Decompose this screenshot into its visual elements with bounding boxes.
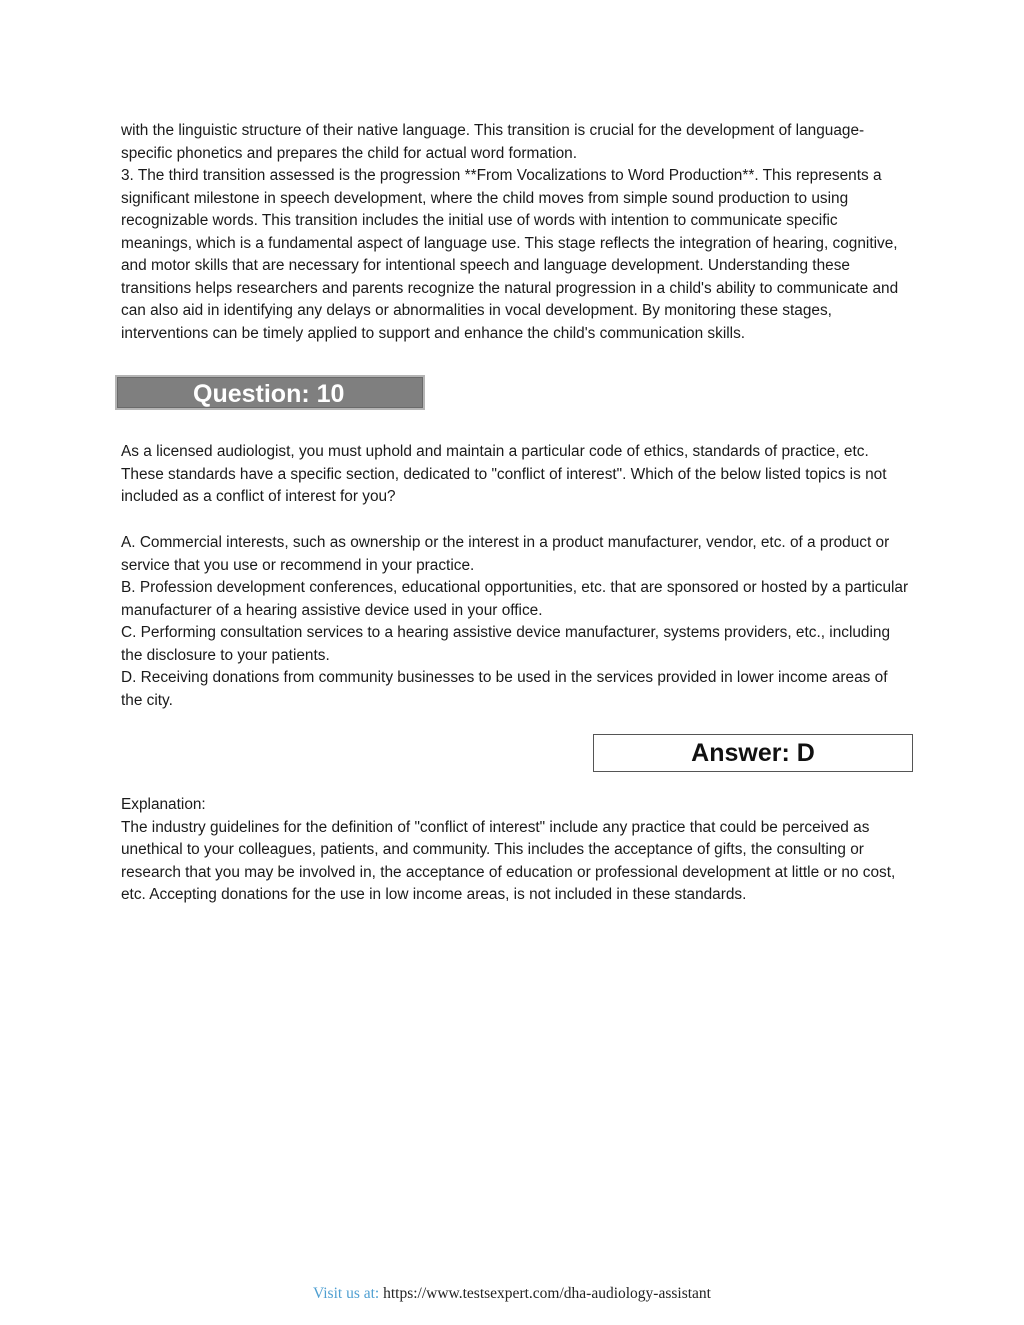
answer-options xyxy=(121,532,911,712)
option-c: C. Performing consultation services to a hearing assistive device manufacturer, systems providers, etc., including the disclosure to your patients. xyxy=(121,624,891,664)
answer-label: Answer: D xyxy=(691,739,815,767)
intro-paragraph: with the linguistic structure of their native language. This transition is crucial for the development of language-specific phonetics and prepares the child for actual word formation. xyxy=(121,122,865,162)
footer-url-link[interactable]: https://www.testsexpert.com/dha-audiology-assistant xyxy=(383,1285,711,1302)
explanation-label: Explanation: xyxy=(121,796,206,813)
question-text-block xyxy=(121,441,911,509)
option-b: B. Profession development conferences, educational opportunities, etc. that are sponsored or hosted by a particular manufacturer of a hearing assistive device used in your office. xyxy=(121,579,909,619)
explanation-block xyxy=(121,794,911,907)
intro-paragraph: 3. The third transition assessed is the progression **From Vocalizations to Word Production**. This represents a significant milestone in speech development, where the child moves from simple sound production to using recognizable words. This transition includes the initial use of words with intention to communicate specific meanings, which is a fundamental aspect of language use. This stage reflects the integration of hearing, cognitive, and motor skills that are necessary for intentional speech and language development. Understanding these transitions helps researchers and parents recognize the natural progression in a child's ability to communicate and can also aid in identifying any delays or abnormalities in vocal development. By monitoring these stages, interventions can be timely applied to support and enhance the child's communication skills. xyxy=(121,167,899,342)
explanation-text: The industry guidelines for the definition of "conflict of interest" include any practice that could be perceived as unethical to your colleagues, patients, and community. This includes the acceptance of gifts, the consulting or research that you may be involved in, the acceptance of education or professional development at little or no cost, etc. Accepting donations for the use in low income areas, is not included in these standards. xyxy=(121,818,896,903)
question-heading: Question: 10 xyxy=(193,380,345,408)
footer xyxy=(0,1284,1024,1304)
question-heading-banner xyxy=(115,375,425,410)
question-text: As a licensed audiologist, you must uphold and maintain a particular code of ethics, standards of practice, etc. These standards have a specific section, dedicated to "conflict of interest". Which of the below listed topics is not included as a conflict of interest for you? xyxy=(121,443,887,505)
option-d: D. Receiving donations from community businesses to be used in the services provided in lower income areas of the city. xyxy=(121,669,888,709)
footer-visit-label: Visit us at: xyxy=(312,1285,380,1302)
answer-box xyxy=(593,734,913,772)
intro-text xyxy=(121,120,911,345)
option-a: A. Commercial interests, such as ownership or the interest in a product manufacturer, vendor, etc. of a product or service that you use or recommend in your practice. xyxy=(121,534,890,574)
